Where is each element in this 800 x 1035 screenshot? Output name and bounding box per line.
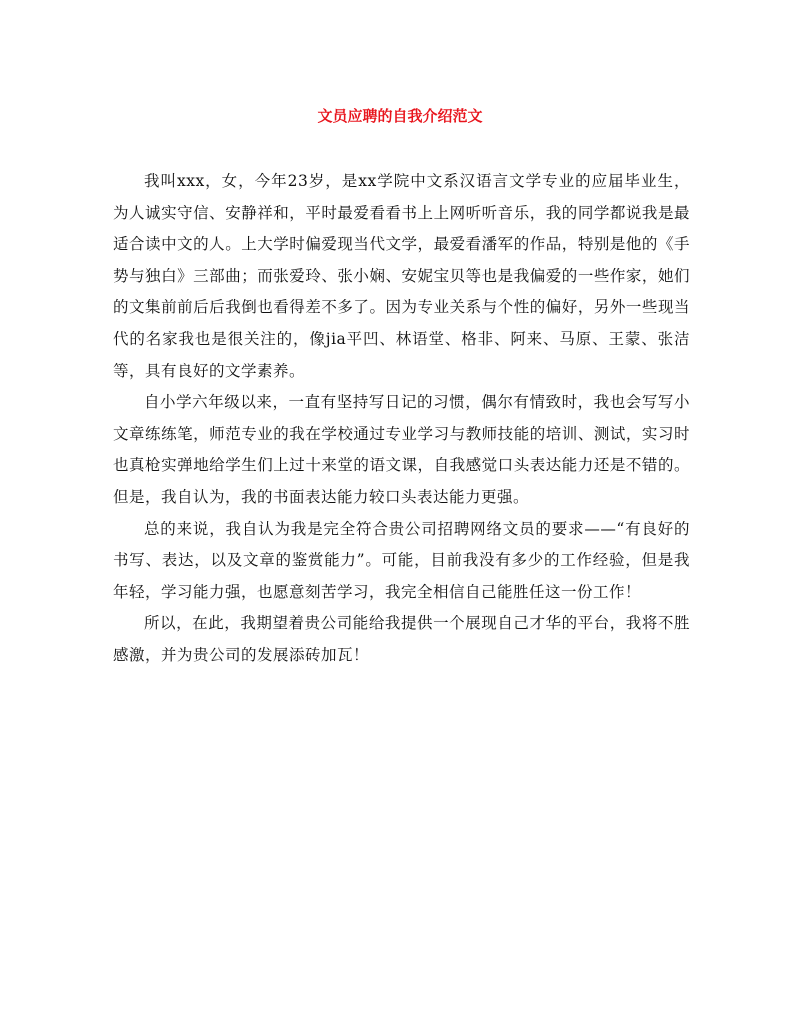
- paragraph-3: 总的来说，我自认为我是完全符合贵公司招聘网络文员的要求——“有良好的书写、表达，以及文章的鉴赏能力”。可能，目前我没有多少的工作经验，但是我年轻，学习能力强，也愿意刻苦学习，我完全相信自己能胜任这一份工作！: [113, 519, 690, 601]
- document-title: 文员应聘的自我介绍范文: [317, 107, 483, 125]
- paragraph-4: 所以，在此，我期望着贵公司能给我提供一个展现自己才华的平台，我将不胜感激，并为贵公司的发展添砖加瓦！: [113, 614, 690, 664]
- paragraph-1: 我叫xxx，女，今年23岁，是xx学院中文系汉语言文学专业的应届毕业生，为人诚实守信、安静祥和，平时最爱看看书上上网听听音乐，我的同学都说我是最适合读中文的人。上大学时偏爱现当代文学，最爱看潘军的作品，特别是他的《手势与独白》三部曲；而张爱玲、张小娴、安妮宝贝等也是我偏爱的一些作家，她们的文集前前后后我倒也看得差不多了。因为专业关系与个性的偏好，另外一些现当代的名家我也是很关注的，像jia平凹、林语堂、格非、阿来、马原、王蒙、张洁等，具有良好的文学素养。: [113, 172, 690, 380]
- paragraph-2: 自小学六年级以来，一直有坚持写日记的习惯，偶尔有情致时，我也会写写小文章练练笔，师范专业的我在学校通过专业学习与教师技能的培训、测试，实习时也真枪实弹地给学生们上过十来堂的语文课，自我感觉口头表达能力还是不错的。但是，我自认为，我的书面表达能力较口头表达能力更强。: [113, 393, 690, 506]
- document-body: [113, 166, 690, 672]
